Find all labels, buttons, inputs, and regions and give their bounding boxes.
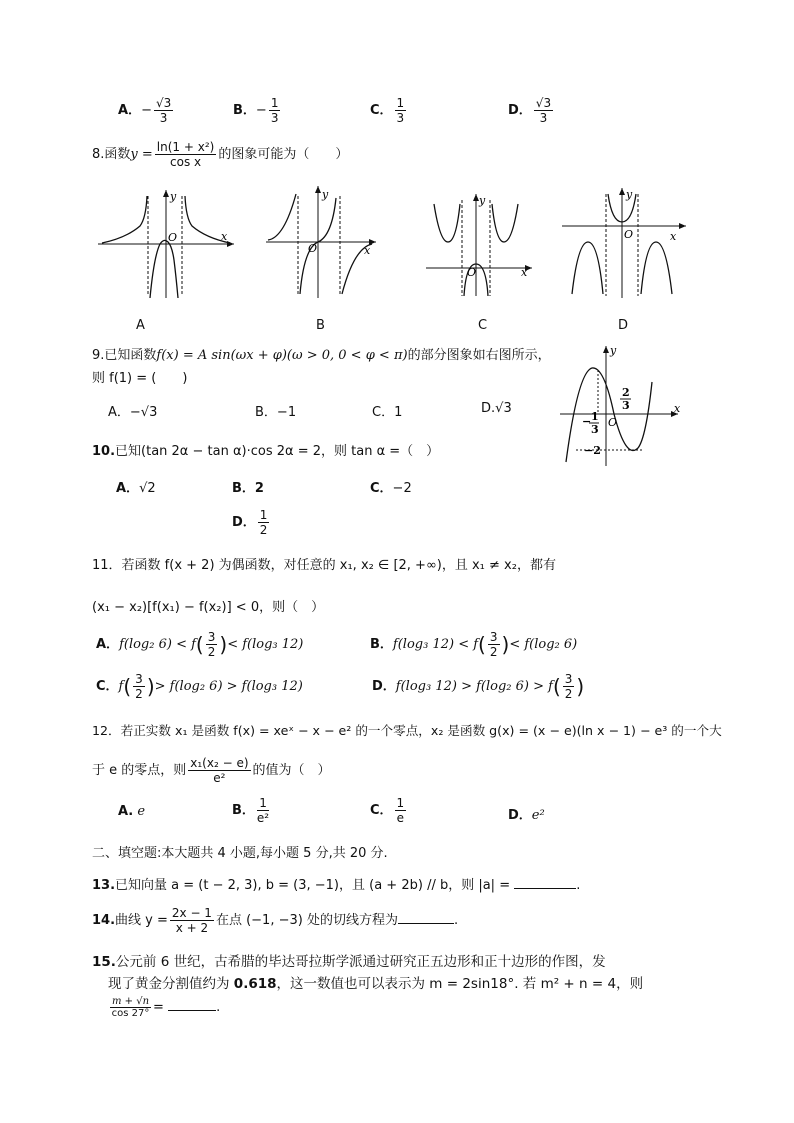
- q9-stem-line2: 则 f(1) = ( ): [92, 371, 188, 386]
- q8-graph-c-x-label: x: [521, 266, 528, 279]
- q9-graph-y-label: y: [610, 344, 617, 357]
- q7-option-d: D． $\frac{√3}{3}$: [508, 96, 552, 125]
- q12-stem-line2: 于 e 的零点，则 $\frac{\text{x₁(x₂ − e)}}{\text{e²}}$ 的值为（ ）: [92, 756, 331, 785]
- q8-graph-c: [424, 190, 536, 300]
- q9-graph-tick-neg-1-3-sign: −: [582, 415, 592, 428]
- q11-stem-line1: 11．若函数 f(x + 2) 为偶函数，对任意的 x₁, x₂ ∈ [2, +∞)，且 x₁ ≠ x₂，都有: [92, 558, 556, 573]
- section2-title: 二、填空题:本大题共 4 小题,每小题 5 分,共 20 分.: [92, 846, 388, 861]
- q9-option-c: C．1: [372, 405, 403, 420]
- q12-stem-line1: 12．若正实数 x₁ 是函数 f(x) = xeˣ − x − e² 的一个零点，x₂ 是函数 g(x) = (x − e)(ln x − 1) − e³ 的一个大: [92, 723, 722, 738]
- q15-stem-line2: 现了黄金分割值约为 0.618，这一数值也可以表示为 m = 2sin18°. 若 m² + n = 4，则: [108, 976, 644, 992]
- q9-graph-tick-neg-1-3-den: 3: [591, 423, 599, 436]
- q8-graph-c-label: C: [478, 318, 488, 333]
- q8-graph-a-y-label: y: [170, 190, 177, 203]
- q8-graph-d-x-label: x: [670, 230, 677, 243]
- q9-option-b: B．−1: [255, 405, 297, 420]
- q9-graph-origin: O: [608, 416, 618, 429]
- q8-graph-d-origin: O: [624, 228, 634, 241]
- q8-graph-c-origin: O: [467, 266, 477, 279]
- q11-option-b: B．f(log₃ 12) < f( $\frac{3}{2}$ )< f(log₂ 6): [370, 630, 578, 659]
- q8-graph-a: [96, 186, 236, 301]
- q13-stem: 13.已知向量 a = (t − 2, 3), b = (3, −1)，且 (a + 2b) // b，则 |a| = .: [92, 878, 581, 893]
- q9-graph-x-label: x: [674, 402, 681, 415]
- q11-option-c: C．f( $\frac{3}{2}$ )> f(log₂ 6) > f(log₃ 12): [96, 672, 303, 701]
- q8-graph-c-y-label: y: [479, 194, 486, 207]
- q9-graph-tick-2-3-num: 2: [622, 386, 630, 399]
- q8-graph-d-y-label: y: [626, 188, 633, 201]
- q8-stem: 8.函数y = $\frac{\text{ln(1 + x²)}}{\text{cos x}}$ 的图象可能为（ ）: [92, 140, 349, 169]
- q12-option-b: B． $\frac{1}{\text{e²}}$: [232, 796, 270, 825]
- q8-graph-a-x-label: x: [221, 230, 228, 243]
- q10-option-c: C．−2: [370, 481, 412, 496]
- q8-graph-a-label: A: [136, 318, 145, 333]
- q8-graph-a-origin: O: [168, 231, 178, 244]
- q15-expression: $\frac{m + √n}{\cos 27^\circ}$ = .: [111, 996, 221, 1019]
- q8-graph-b: [264, 182, 379, 302]
- q10-stem: 10.已知(tan 2α − tan α)·cos 2α = 2，则 tan α =（ ）: [92, 444, 440, 459]
- q8-graph-b-label: B: [316, 318, 325, 333]
- q8-graph-b-x-label: x: [364, 244, 371, 257]
- q15-stem-line1: 15.公元前 6 世纪，古希腊的毕达哥拉斯学派通过研究正五边形和正十边形的作图，发: [92, 954, 606, 970]
- q9-graph-ymin-label: −2: [584, 444, 601, 457]
- q10-option-a: A．√2: [116, 481, 156, 496]
- q9-option-a: A．−√3: [108, 405, 158, 420]
- q8-graph-d-label: D: [618, 318, 629, 333]
- q12-option-d: D．e²: [508, 808, 545, 823]
- q14-stem: 14.曲线 y = $\frac{2x - 1}{x + 2}$ 在点 (−1, −3) 处的切线方程为 .: [92, 906, 459, 935]
- q8-graph-d: [560, 184, 690, 302]
- q9-stem-line1: 9.已知函数f(x) = A sin(ωx + φ)(ω > 0, 0 < φ < π)的部分图象如右图所示，: [92, 348, 551, 363]
- q9-graph-tick-2-3-den: 3: [622, 399, 630, 412]
- q9-option-d: D.√3: [481, 401, 512, 416]
- q8-graph-b-origin: O: [308, 242, 318, 255]
- q12-option-a: A. e: [118, 804, 146, 819]
- q11-option-a: A．f(log₂ 6) < f( $\frac{3}{2}$ )< f(log₃ 12): [96, 630, 304, 659]
- q15-answer-blank[interactable]: [168, 1010, 216, 1011]
- q7-option-b: B．− $\frac{1}{3}$: [233, 96, 279, 125]
- q14-answer-blank[interactable]: [398, 923, 454, 924]
- q7-option-c: C． $\frac{1}{3}$: [370, 96, 405, 125]
- q12-option-c: C． $\frac{1}{e}$: [370, 796, 405, 825]
- q9-graph: [556, 342, 686, 468]
- q13-answer-blank[interactable]: [514, 888, 576, 889]
- q10-option-d: D． $\frac{1}{2}$: [232, 508, 268, 537]
- q9-graph-tick-neg-1-3-num: 1: [591, 410, 599, 423]
- q11-stem-line2: (x₁ − x₂)[f(x₁) − f(x₂)] < 0，则（ ）: [92, 600, 325, 615]
- q8-graph-b-y-label: y: [322, 188, 329, 201]
- q7-option-a: A．− $\frac{√3}{3}$: [118, 96, 172, 125]
- q10-option-b: B．2: [232, 481, 264, 496]
- q11-option-d: D．f(log₃ 12) > f(log₂ 6) > f( $\frac{3}{2}$ ): [372, 672, 585, 701]
